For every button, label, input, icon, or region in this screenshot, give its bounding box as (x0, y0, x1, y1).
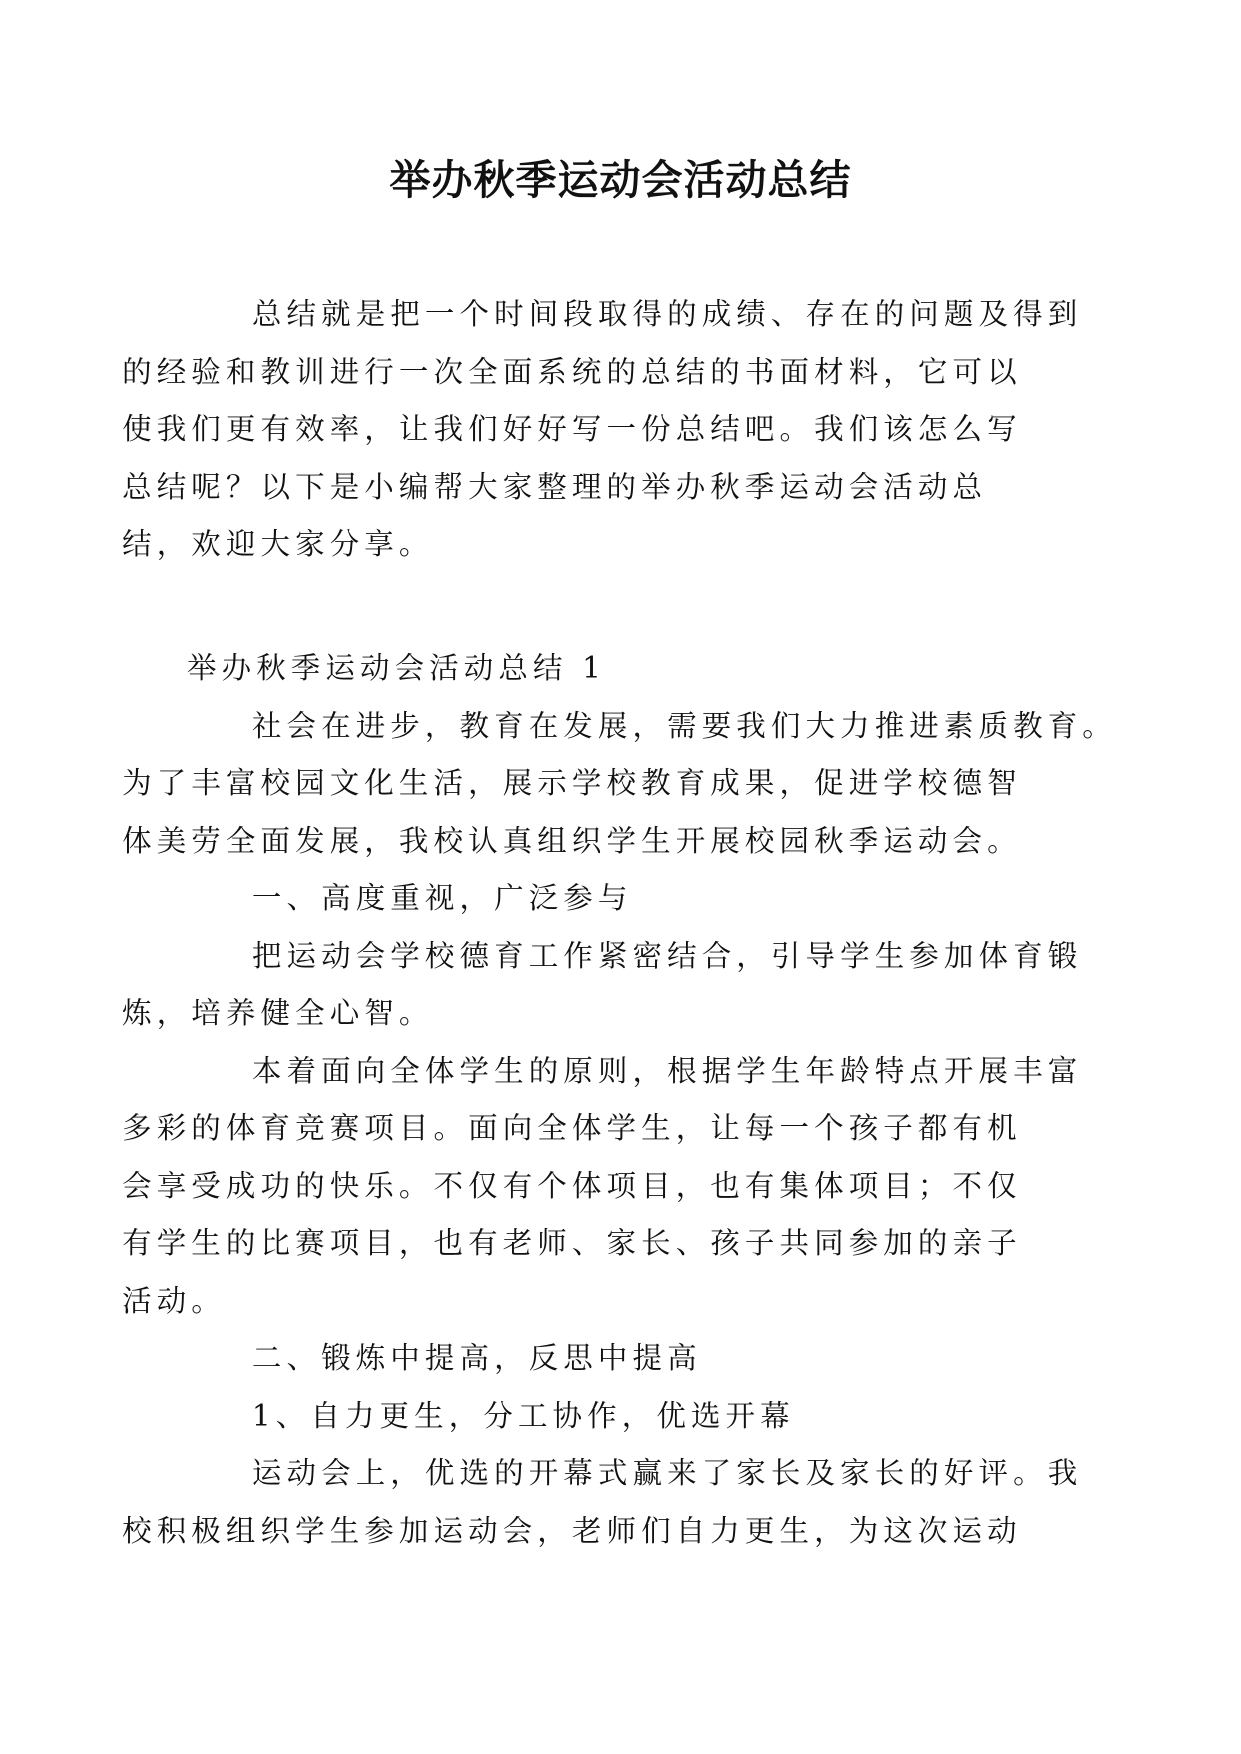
text-line: 炼，培养健全心智。 (122, 996, 434, 1030)
paragraph (122, 698, 1117, 871)
text-line: 活动。 (122, 1283, 226, 1318)
text-line: 体美劳全面发展，我校认真组织学生开展校园秋季运动会。 (122, 823, 1022, 858)
paragraph (122, 928, 1083, 1043)
text-line: 总结呢？以下是小编帮大家整理的举办秋季运动会活动总 (122, 469, 988, 504)
text-line: 本着面向全体学生的原则，根据学生年龄特点开展丰富 (251, 1053, 1083, 1088)
paragraph (122, 1043, 1083, 1331)
document-title: 举办秋季运动会活动总结 (389, 156, 852, 204)
text-line: 会享受成功的快乐。不仅有个体项目，也有集体项目；不仅 (122, 1168, 1022, 1203)
subheading (187, 1330, 1053, 1388)
text-line: 一、高度重视，广泛参与 (251, 881, 633, 915)
intro-block (122, 286, 1083, 574)
text-line: 的经验和教训进行一次全面系统的总结的书面材料，它可以 (122, 354, 1022, 389)
text-line: 使我们更有效率，让我们好好写一份总结吧。我们该怎么写 (122, 412, 1022, 446)
text-line: 为了丰富校园文化生活，展示学校教育成果，促进学校德智 (122, 766, 1022, 800)
text-line: 结，欢迎大家分享。 (122, 527, 434, 561)
main-content (122, 640, 1117, 1560)
text-line: 运动会上，优选的开幕式赢来了家长及家长的好评。我 (251, 1456, 1083, 1490)
subheading (187, 870, 1053, 928)
text-line: 1、自力更生，分工协作，优选开幕 (251, 1398, 795, 1433)
paragraph (122, 1445, 1083, 1560)
text-line: 总结就是把一个时间段取得的成绩、存在的问题及得到 (251, 297, 1083, 331)
text-line: 二、锻炼中提高，反思中提高 (251, 1341, 702, 1375)
text-line: 社会在进步，教育在发展，需要我们大力推进素质教育。 (251, 708, 1117, 743)
text-line: 校积极组织学生参加运动会，老师们自力更生，为这次运动 (122, 1513, 1022, 1548)
intro-paragraph (122, 286, 1083, 574)
text-line: 把运动会学校德育工作紧密结合，引导学生参加体育锻 (251, 938, 1083, 973)
text-line: 有学生的比赛项目，也有老师、家长、孩子共同参加的亲子 (122, 1226, 1022, 1260)
subheading (187, 1388, 1053, 1446)
section-title: 举办秋季运动会活动总结 1 (187, 651, 606, 685)
text-line: 多彩的体育竞赛项目。面向全体学生，让每一个孩子都有机 (122, 1111, 1022, 1145)
